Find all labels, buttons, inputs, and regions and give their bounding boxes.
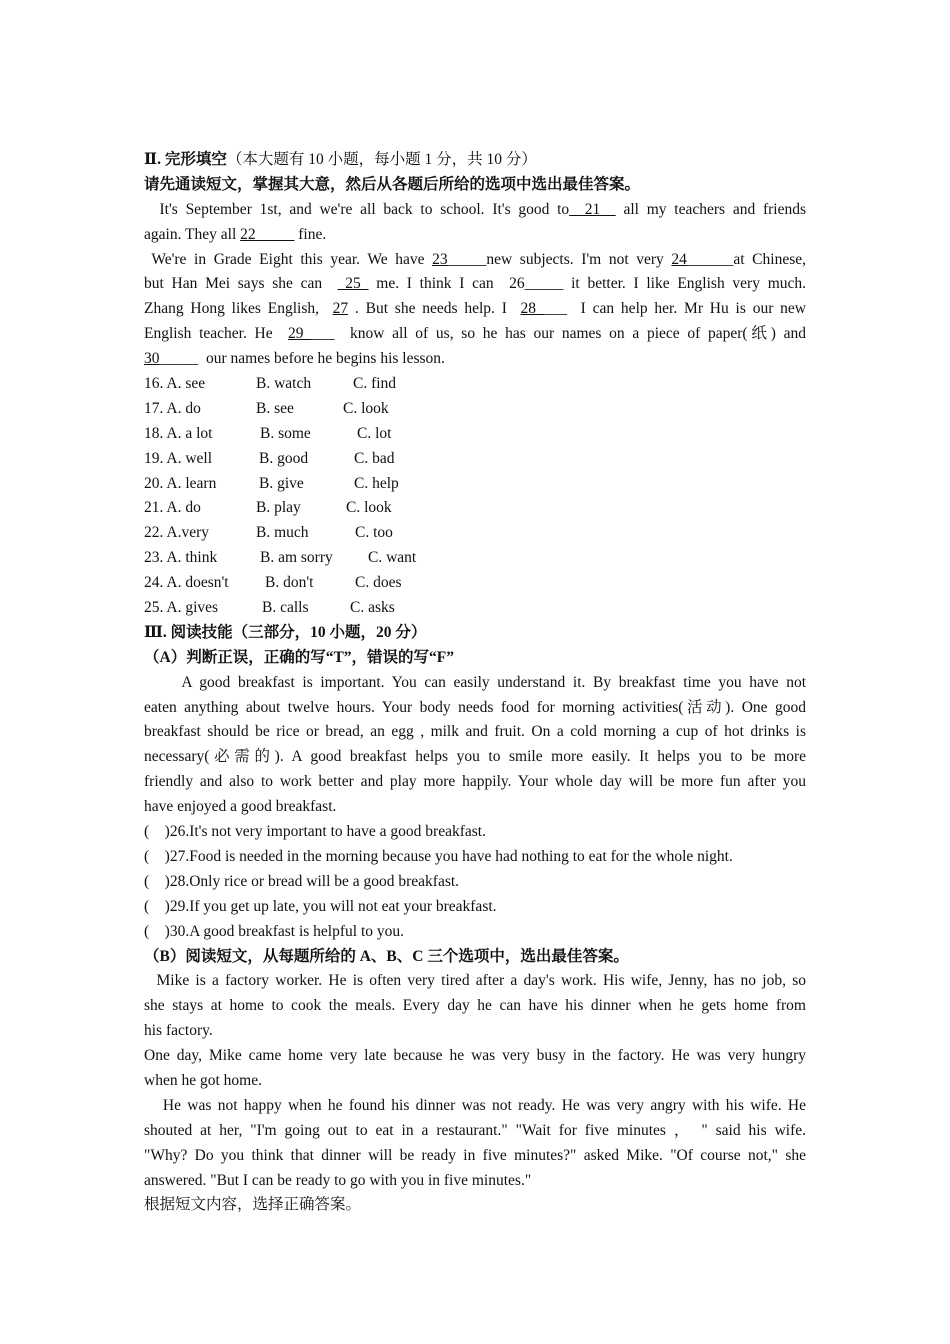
cloze-options (144, 372, 806, 621)
partB-line: she stays at home to cook the meals. Every day he can have his dinner when he gets home from (144, 997, 806, 1015)
partB-line: shouted at her, "I'm going out to eat in a restaurant." "Wait for five minutes ， " said his wife. (144, 1121, 806, 1139)
cloze-line-7: 30_____ our names before he begins his lesson. (144, 350, 445, 368)
partB-line: answered. "But I can be ready to go with you in five minutes." (144, 1171, 532, 1189)
blank-24: 24 (671, 250, 687, 268)
blank-28: 28_ (520, 300, 544, 318)
cloze-line-1: It's September 1st, and we're all back to school. It's good to 21 all my teachers and friends (144, 200, 806, 218)
partA-line: have enjoyed a good breakfast. (144, 798, 337, 816)
tf-item-27: ( )27.Food is needed in the morning because you have had nothing to eat for the whole night. (144, 847, 733, 865)
partB-passage (144, 969, 806, 1193)
partA-line: eaten anything about twelve hours. Your body needs food for morning activities(活动). One good (144, 698, 806, 716)
partA-title: （A）判断正误，正确的写“T”，错误的写“F” (144, 648, 455, 666)
blank-22: 22_____ (240, 225, 295, 243)
section2-heading (144, 148, 806, 173)
partB-line: He was not happy when he found his dinner was not ready. He was very angry with his wife. He (144, 1096, 806, 1114)
cloze-line-4: but Han Mei says she can 25 me. I think I can 26_____ it better. I like English very much. (144, 275, 807, 293)
tf-item-30: ( )30.A good breakfast is helpful to you. (144, 922, 405, 940)
option-row-25: 25. A. gives B. calls C. asks (144, 599, 395, 617)
partA-line: A good breakfast is important. You can easily understand it. By breakfast time you have not (144, 673, 806, 691)
cloze-line-2: again. They all 22_____ fine. (144, 225, 327, 243)
cloze-line-6: English teacher. He 29____ know all of us, so he has our names on a piece of paper(纸) and (144, 325, 806, 343)
section2-title: Ⅱ. 完形填空 (144, 151, 227, 168)
option-row-21: 21. A. do B. play C. look (144, 499, 392, 517)
worksheet-page (144, 148, 806, 1218)
partB-instruction: 根据短文内容，选择正确答案。 (144, 1196, 362, 1214)
option-row-16: 16. A. see B. watch C. find (144, 375, 397, 393)
blank-27: 27 (332, 300, 349, 318)
blank-30: 30 (144, 350, 160, 368)
tf-item-29: ( )29.If you get up late, you will not eat your breakfast. (144, 897, 497, 915)
partB-title: （B）阅读短文，从每题所给的 A、B、C 三个选项中，选出最佳答案。 (144, 947, 629, 965)
blank-23: 23 (432, 250, 448, 268)
tf-item-26: ( )26.It's not very important to have a good breakfast. (144, 823, 486, 841)
partB-line: when he got home. (144, 1071, 262, 1089)
partA-line: friendly and also to work better and play more happily. Your whole day will be more fun after you (144, 773, 806, 791)
cloze-line-3: We're in Grade Eight this year. We have 23_____new subjects. I'm not very 24______at Chinese, (144, 250, 806, 268)
partA-passage (144, 671, 806, 820)
option-row-18: 18. A. a lot B. some C. lot (144, 424, 392, 442)
tf-item-28: ( )28.Only rice or bread will be a good breakfast. (144, 872, 460, 890)
partB-line: his factory. (144, 1022, 213, 1040)
blank-25: 25 (337, 275, 369, 293)
option-row-17: 17. A. do B. see C. look (144, 399, 389, 417)
partB-line: One day, Mike came home very late because he was very busy in the factory. He was very hungry (144, 1047, 806, 1065)
section3-title: Ⅲ. 阅读技能（三部分，10 小题，20 分） (144, 623, 427, 641)
blank-29: 29_ (288, 325, 312, 343)
blank-21: 21 (569, 200, 616, 218)
option-row-20: 20. A. learn B. give C. help (144, 474, 399, 492)
option-row-19: 19. A. well B. good C. bad (144, 449, 395, 467)
partA-line: breakfast should be rice or bread, an egg , milk and fruit. On a cold morning a cup of hot drinks is (144, 723, 806, 741)
section2-instruction: 请先通读短文，掌握其大意，然后从各题后所给的选项中选出最佳答案。 (144, 175, 641, 193)
cloze-line-5: Zhang Hong likes English, 27 . But she needs help. I 28____ I can help her. Mr Hu is our new (144, 300, 806, 318)
partB-line: Mike is a factory worker. He is often very tired after a day's work. His wife, Jenny, has no job, so (144, 972, 806, 990)
partA-line: necessary(必需的). A good breakfast helps you to smile more easily. It helps you to be more (144, 748, 806, 766)
section2-score-note: （本大题有 10 小题，每小题 1 分，共 10 分） (226, 151, 537, 168)
option-row-24: 24. A. doesn't B. don't C. does (144, 574, 402, 592)
partA-items (144, 820, 806, 944)
option-row-22: 22. A.very B. much C. too (144, 524, 393, 542)
option-row-23: 23. A. think B. am sorry C. want (144, 549, 417, 567)
partB-line: "Why? Do you think that dinner will be ready in five minutes?" asked Mike. "Of course not," she (144, 1146, 806, 1164)
